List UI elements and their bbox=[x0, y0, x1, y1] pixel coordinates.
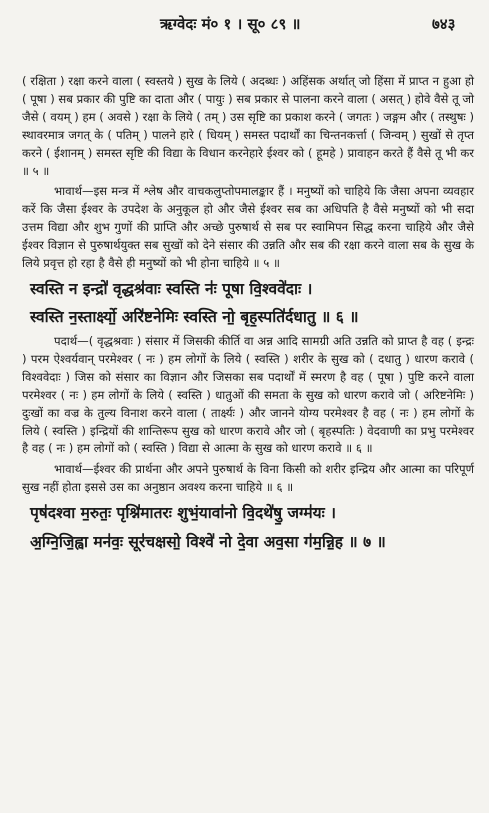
page-number: ७४३ bbox=[432, 15, 456, 33]
page-body bbox=[22, 73, 474, 557]
padartha-paragraph-5: ( रक्षिता ) रक्षा करने वाला ( स्वस्तये ) सुख के लिये ( अदब्धः ) अहिंसक अर्थात् जो हिंसा में प्राप्त न हुआ हो ( पूषा ) सब प्रकार की पुष्टि का दाता और ( पायुः ) सब प्रकार से पालना करने वाला ( असत् ) होवे वैसे तू जो जैसे ( वयम् ) हम ( अवसे ) रक्षा के लिये ( तम् ) उस सृष्टि का प्रकाश करने ( जगतः ) जङ्गम और ( तस्थुषः ) स्थावरमात्र जगत् के ( पतिम् ) पालने हारे ( धियम् ) समस्त पदार्थों का चिन्तनकर्त्ता ( जिन्वम् ) सुखों से तृप्त करने ( ईशानम् ) समस्त सृष्टि की विद्या के विधान करनेहारे ईश्वर को ( हूमहे ) प्रावाहन करते हैं वैसे तू भी कर ॥ ५ ॥ bbox=[22, 74, 474, 178]
running-head: ऋग्वेदः मं० १ । सू० ८९ ॥ bbox=[160, 15, 301, 33]
bhavartha-paragraph-5: भावार्थ—इस मन्त्र में श्लेष और वाचकलुप्तोपमालङ्कार हैं । मनुष्यों को चाहिये कि जैसा अपना व्यवहार करें कि जैसा ईश्वर के उपदेश के अनुकूल हो और जैसे ईश्वर सब का अधिपति है वैसे मनुष्यों को भी सदा उत्तम विद्या और शुभ गुणों की प्राप्ति और अच्छे पुरुषार्थ से सब पर स्वामिपन सिद्ध करना चाहिये और जैसे ईश्वर विज्ञान से पुरुषार्थयुक्त सब सुखों को देने संसार की उन्नति और सब की रक्षा करने वाला सब के सुख के लिये प्रवृत्त हो रहा है वैसे ही मनुष्यों को भी होना चाहिये ॥ ५ ॥ bbox=[22, 184, 474, 271]
padartha-paragraph-6: पदार्थ—( वृद्धश्रवाः ) संसार में जिसकी कीर्ति वा अन्न आदि सामग्री अति उन्नति को प्राप्त है वह ( इन्द्रः ) परम ऐश्वर्यवान् परमेश्वर ( नः ) हम लोगों के लिये ( स्वस्ति ) शरीर के सुख को ( दधातु ) धारण करावे ( विश्ववेदाः ) जिस को संसार का विज्ञान और जिसका सब पदार्थों में स्मरण है वह ( पूषा ) पुष्टि करने वाला परमेश्वर ( नः ) हम लोगों के लिये ( स्वस्ति ) धातुओं की समता के सुख को धारण करावे जो ( अरिष्टनेमिः ) दुःखों का वज्र के तुल्य विनाश करने वाला ( तार्क्ष्यः ) और जानने योग्य परमेश्वर है वह ( नः ) हम लोगों के लिये ( स्वस्ति ) इन्द्रियों की शान्तिरूप सुख को धारण करावे और जो ( बृहस्पतिः ) वेदवाणी का प्रभु परमेश्वर है वह ( नः ) हम लोगों को ( स्वस्ति ) विद्या से आत्मा के सुख को धारण करावे ॥ ६ ॥ bbox=[22, 333, 474, 456]
mantra-6-line-2: स्वस्ति न॒स्तार्क्ष्यो॒ अरि॑ष्टनेमिः स्वस्ति नो॒ बृह॒स्पति॑र्दधातु ॥ ६ ॥ bbox=[30, 308, 359, 327]
mantra-6-line-1: स्वस्ति न इन्द्रो॑ वृद्धश्र॑वाः स्वस्ति नः॑ पूषा वि॒श्ववे॑दाः । bbox=[30, 279, 313, 298]
mantra-7-line-1: पृष॑दश्वा म॒रुतः॒ पृश्नि॑मातरः शुभं॒यावा॑नो वि॒दथे॑षु॒ जग्म॑यः । bbox=[30, 504, 337, 523]
mantra-7-line-2: अ॒ग्नि॒जि॒ह्वा मन॑वः॒ सूर॑चक्षसो॒ विश्वे॑ नो दे॒वा अव॒सा ग॑म॒न्नि॒ह ॥ ७ ॥ bbox=[30, 532, 386, 551]
bhavartha-paragraph-6: भावार्थ—ईश्वर की प्रार्थना और अपने पुरुषार्थ के विना किसी को शरीर इन्द्रिय और आत्मा का परिपूर्ण सुख नहीं होता इससे उस का अनुष्ठान अवश्य करना चाहिये ॥ ६ ॥ bbox=[22, 462, 474, 495]
